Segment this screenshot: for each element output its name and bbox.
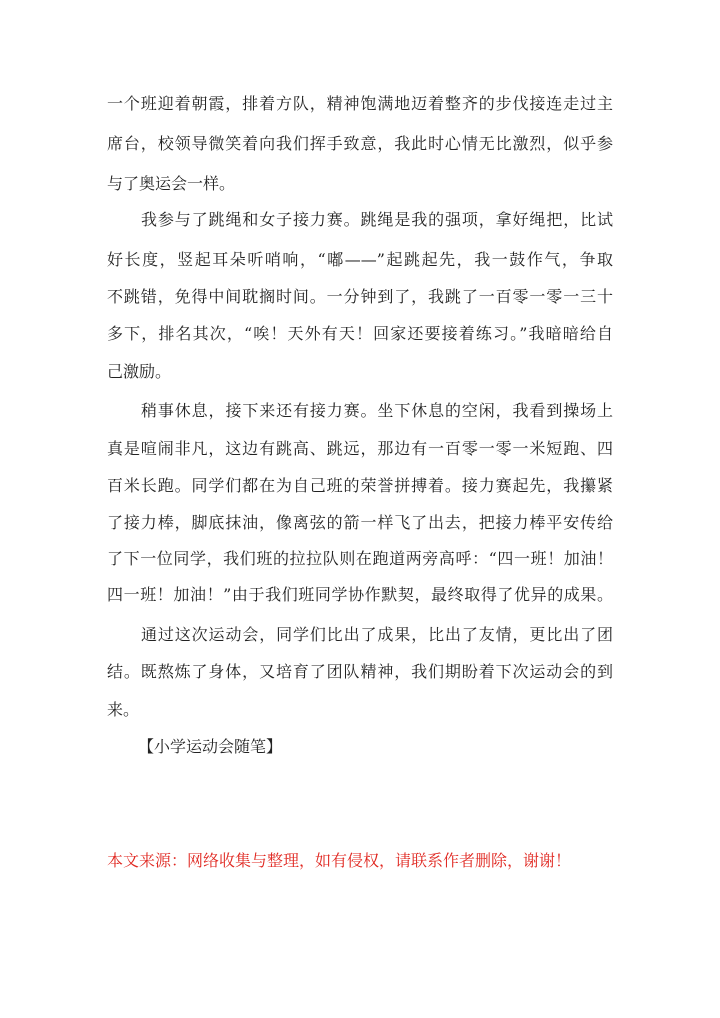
- paragraph-3-line-3: 百米长跑。同学们都在为自己班的荣誉拼搏着。接力赛起先，我攥紧: [107, 476, 613, 495]
- paragraph-3-line-4: 了接力棒，脚底抹油，像离弦的箭一样飞了出去，把接力棒平安传给: [107, 513, 613, 532]
- paragraph-1-line-3: 与了奥运会一样。: [107, 174, 236, 193]
- paragraph-2-line-4: 多下，排名其次，“唉！天外有天！回家还要接着练习。”我暗暗给自: [107, 324, 613, 343]
- paragraph-1-line-1: 一个班迎着朝霞，排着方队，精神饱满地迈着整齐的步伐接连走过主: [107, 94, 613, 113]
- paragraph-2-line-2: 好长度，竖起耳朵听哨响，“嘟——”起跳起先，我一鼓作气，争取: [107, 250, 613, 269]
- paragraph-3-line-2: 真是喧闹非凡，这边有跳高、跳远，那边有一百零一零一米短跑、四: [107, 439, 613, 458]
- paragraph-3-line-5: 了下一位同学，我们班的拉拉队则在跑道两旁高呼：“四一班！加油！: [107, 549, 613, 568]
- essay-caption: 【小学运动会随笔】: [138, 737, 283, 756]
- source-note: 本文来源：网络收集与整理，如有侵权，请联系作者删除，谢谢！: [107, 851, 572, 870]
- paragraph-4-line-1: 通过这次运动会，同学们比出了成果，比出了友情，更比出了团: [141, 625, 613, 644]
- paragraph-2-line-5: 己激励。: [107, 362, 172, 381]
- paragraph-3-line-1: 稍事休息，接下来还有接力赛。坐下休息的空闲，我看到操场上: [141, 401, 613, 420]
- paragraph-2-line-3: 不跳错，免得中间耽搁时间。一分钟到了，我跳了一百零一零一三十: [107, 287, 613, 306]
- paragraph-4-line-2: 结。既熬炼了身体，又培育了团队精神，我们期盼着下次运动会的到: [107, 662, 613, 681]
- paragraph-2-line-1: 我参与了跳绳和女子接力赛。跳绳是我的强项，拿好绳把，比试: [141, 210, 613, 229]
- paragraph-4-line-3: 来。: [107, 700, 140, 719]
- paragraph-1-line-2: 席台，校领导微笑着向我们挥手致意，我此时心情无比激烈，似乎参: [107, 134, 613, 153]
- paragraph-3-line-6: 四一班！加油！”由于我们班同学协作默契，最终取得了优异的成果。: [107, 585, 613, 604]
